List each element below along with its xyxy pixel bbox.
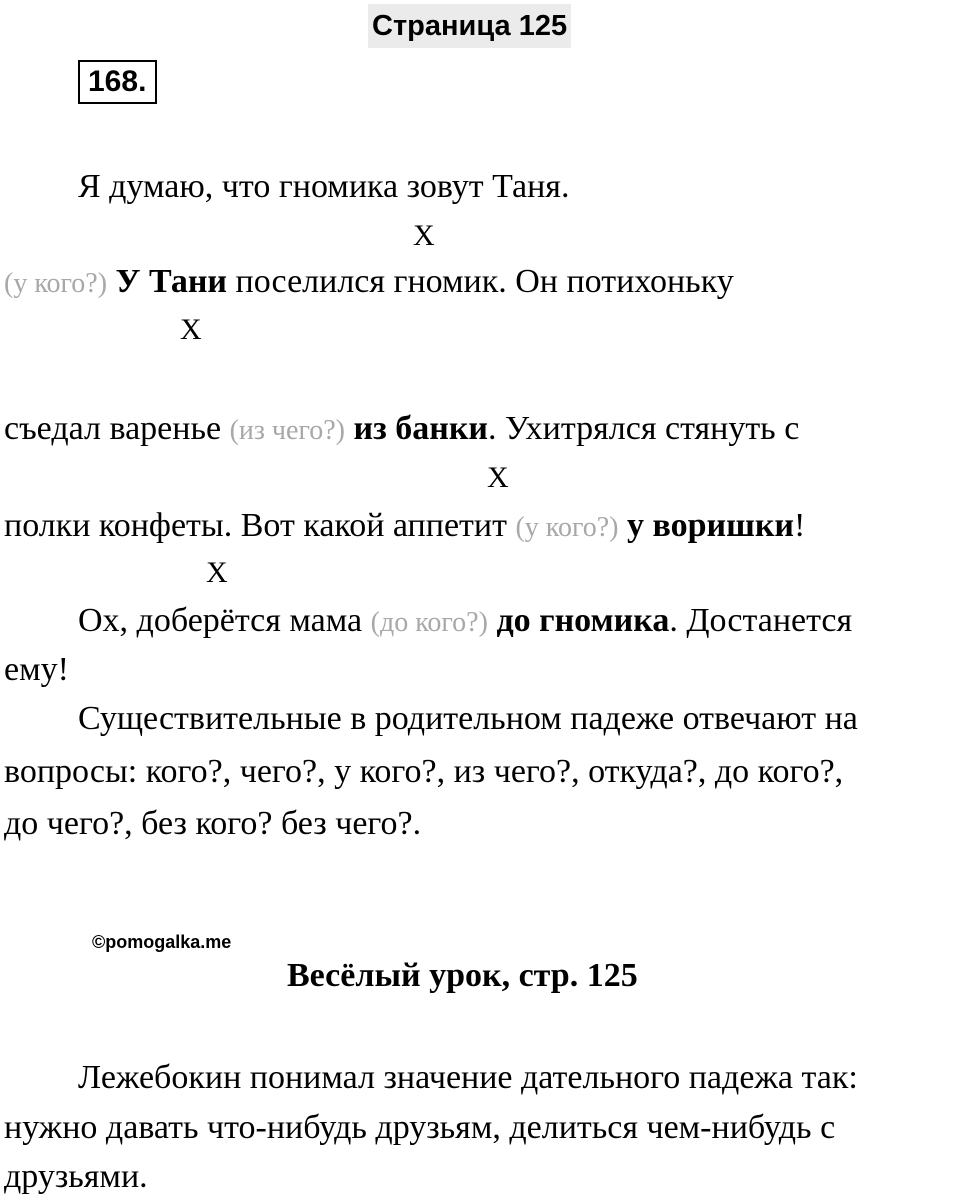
exercise-line-5 [78,601,852,643]
exercise-line-8: вопросы: кого?, чего?, у кого?, из чего?, откуда?, до кого?, [4,753,844,790]
bold-answer: до гномика [496,602,670,639]
exercise-line-4 [4,506,805,548]
mark-x-1: X [413,219,435,252]
exercise-line-3 [4,409,799,451]
exercise-line-7: Существительные в родительном падеже отвечают на [78,700,858,737]
line-text: . Достанется [669,602,853,639]
exercise-line-2 [4,262,734,304]
bold-answer: у воришки [627,507,795,544]
exercise-line-1: Я думаю, что гномика зовут Таня. [78,168,570,205]
line-text: Ох, доберётся мама [78,602,371,639]
line-text: . Ухитрялся стянуть с [488,410,800,447]
line-text: ! [794,507,806,544]
line-text: поселился гномик. Он потихоньку [227,263,734,300]
task-number: 168 [88,65,139,98]
question-hint: (до кого?) [370,607,488,638]
line-text: полки конфеты. Вот какой аппетит [4,507,516,544]
lesson-line-2: нужно давать что-нибудь друзьям, делиться чем-нибудь с [4,1109,836,1146]
task-number-badge [78,60,157,104]
mark-x-3: X [487,461,509,494]
exercise-line-6: ему! [4,651,69,688]
question-hint: (из чего?) [229,415,345,446]
exercise-line-9: до чего?, без кого? без чего?. [4,805,422,842]
line-text: съедал варенье [4,410,230,447]
lesson-line-3: друзьями. [4,1158,148,1195]
mark-x-2: X [180,313,202,346]
question-hint: (у кого?) [4,268,108,299]
page-title: Страница 125 [368,4,571,48]
watermark: ©pomogalka.me [92,932,232,952]
bold-answer: У Тани [115,263,228,300]
bold-answer: из банки [353,410,489,447]
section-title: Весёлый урок, стр. 125 [287,957,638,994]
task-number-dot: . [138,65,147,98]
mark-x-4: X [206,556,228,589]
lesson-line-1: Лежебокин понимал значение дательного падежа так: [78,1059,858,1096]
question-hint: (у кого?) [515,512,619,543]
